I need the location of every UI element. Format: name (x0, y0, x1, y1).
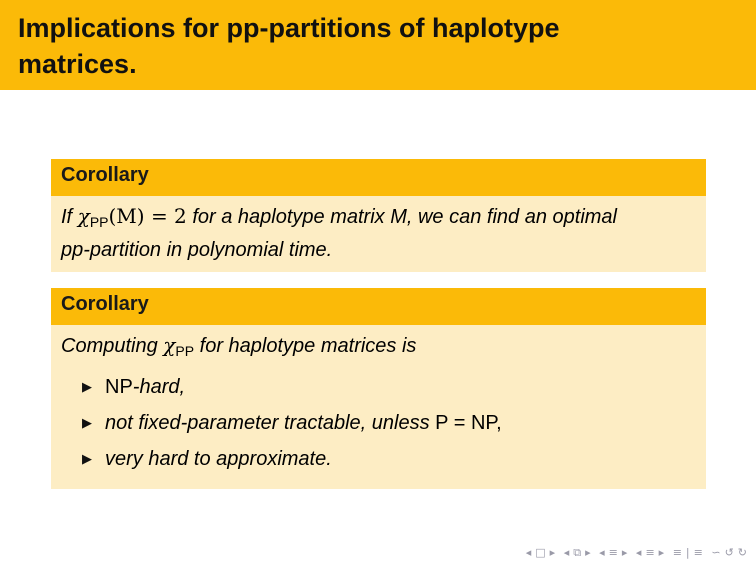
item-normal: NP (105, 376, 133, 398)
chi-symbol: χ (163, 333, 176, 357)
page-title-line-2: matrices. (18, 49, 137, 79)
item-italic: not fixed-parameter tractable, unless (105, 412, 436, 434)
corollary-block-1 (51, 159, 706, 272)
intro-post: for haplotype matrices is (199, 335, 417, 357)
toc-icon[interactable]: ≡ (672, 546, 683, 559)
list-item (61, 369, 696, 405)
back-icon[interactable]: ↺ (724, 546, 735, 559)
prev-frame-icon[interactable]: ◂ (525, 546, 533, 559)
item-italic: -hard, (132, 376, 186, 398)
next-frame-icon[interactable]: ▸ (549, 546, 557, 559)
navigation-bar (523, 546, 748, 560)
prev-section-icon[interactable]: ◂ (599, 546, 606, 559)
triangle-bullet-icon: ▶ (82, 379, 92, 394)
corollary-block-2 (51, 288, 706, 489)
separator-icon: | (685, 546, 691, 559)
prev-subsection-icon[interactable]: ◂ (563, 546, 571, 559)
triangle-bullet-icon: ▶ (82, 415, 92, 430)
block-body (51, 196, 706, 272)
part-icon[interactable]: ≡ (645, 546, 656, 559)
page-title-line-1: Implications for pp-partitions of haplotype (18, 13, 560, 43)
block-title: Corollary (51, 159, 706, 196)
section-icon[interactable]: ≡ (608, 546, 619, 559)
appendix-icon[interactable]: ≡ (693, 546, 704, 559)
chi-subscript: PP (175, 343, 195, 359)
page-title (18, 10, 738, 82)
intro-line (61, 331, 696, 365)
next-section-icon[interactable]: ▸ (621, 546, 629, 559)
frame-icon[interactable]: □ (535, 546, 547, 559)
list-item (61, 405, 696, 441)
block-body (51, 325, 706, 489)
prev-part-icon[interactable]: ◂ (635, 546, 643, 559)
body-text-1: for a haplotype matrix M, we can find an optimal (192, 206, 617, 228)
item-italic: very hard to approximate. (105, 448, 332, 470)
forward-icon[interactable]: ↻ (737, 546, 748, 559)
frame-title-bar (0, 0, 756, 90)
triangle-bullet-icon: ▶ (82, 451, 92, 466)
chi-symbol: χ (77, 204, 90, 228)
if-text: If (61, 206, 73, 228)
next-subsection-icon[interactable]: ▸ (585, 546, 592, 559)
bullet-list (61, 369, 696, 477)
item-tail: P = NP, (435, 412, 502, 434)
block-title: Corollary (51, 288, 706, 325)
body-text-2: pp-partition in polynomial time. (61, 239, 333, 261)
subsection-icon[interactable]: ⧉ (573, 546, 583, 559)
math-expression: (M) = 2 (108, 204, 187, 228)
next-part-icon[interactable]: ▸ (658, 546, 666, 559)
list-item (61, 441, 696, 477)
chi-subscript: PP (89, 214, 109, 230)
intro-pre: Computing (61, 335, 158, 357)
search-icon[interactable]: ∽ (711, 546, 722, 559)
